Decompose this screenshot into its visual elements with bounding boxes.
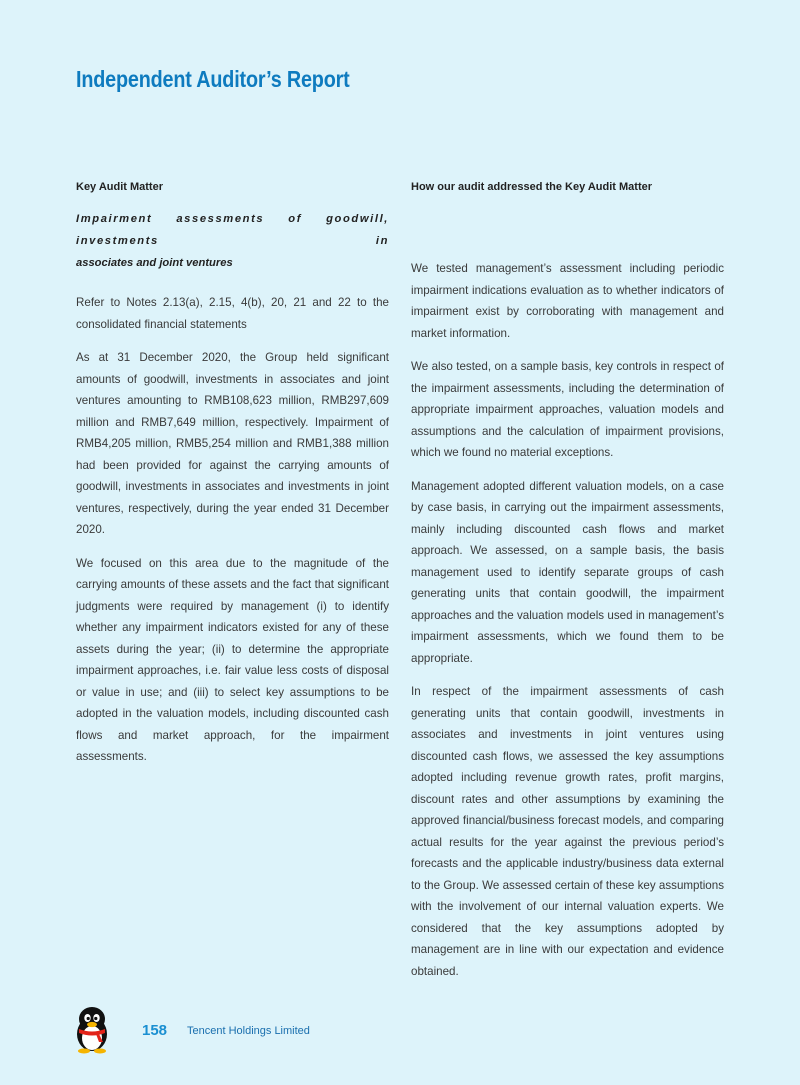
left-paragraph: Refer to Notes 2.13(a), 2.15, 4(b), 20, 21 and 22 to the consolidated financial statements [76,296,389,331]
footer-company-name: Tencent Holdings Limited [187,1025,310,1037]
left-paragraph: As at 31 December 2020, the Group held significant amounts of goodwill, investments in associates and joint ventures amounting to RMB108,623 million, RMB297,609 million and RMB7,649 million, respectively. Impairment of RMB4,205 million, RMB5,254 million and RMB1,388 million had been provided for against the carrying amounts of goodwill, investments in associates and investments in joint ventures, respectively, during the year ended 31 December 2020. [76,351,389,536]
audit-response-column [411,180,724,994]
left-paragraph: We focused on this area due to the magnitude of the carrying amounts of these assets and the fact that significant judgments were required by management (i) to identify whether any impairment indicators existed for any of these assets during the year; (ii) to determine the appropriate impairment approaches, i.e. fair value less costs of disposal or value in use; and (iii) to select key assumptions to be adopted in the valuation models, including discounted cash flows and market approach, for the impairment assessments. [76,556,389,763]
key-audit-matter-column [76,180,389,780]
matter-title-line-2: associates and joint ventures [76,257,233,269]
page-title: Independent Auditor’s Report [76,66,350,92]
matter-title [76,208,389,274]
right-paragraph: In respect of the impairment assessments of cash generating units that contain goodwill, investments in associates and investments in joint ventures using discounted cash flows, we assessed the key assumptions adopted including revenue growth rates, profit margins, discount rates and other assumptions by examining the approved financial/business forecast models, and comparing actual results for the year against the previous period’s forecasts and the applicable industry/business data external to the Group. We assessed certain of these key assumptions with the involvement of our internal valuation experts. We considered that the key assumptions adopted by management are in line with our expectation and evidence obtained. [411,685,724,978]
audit-response-heading: How our audit addressed the Key Audit Matter [411,181,653,193]
penguin-mascot-icon [70,1006,114,1054]
right-paragraph: Management adopted different valuation models, on a case by case basis, in carrying out the impairment assessments, mainly including discounted cash flows and market approach. We assessed, on a sample basis, the basis management used to identify separate groups of cash generating units that contain goodwill, the impairment approaches and the valuation models used in management’s impairment assessments, which we found them to be appropriate. [411,479,724,665]
right-paragraph: We also tested, on a sample basis, key controls in respect of the impairment assessments, including the determination of appropriate impairment approaches, valuation models and assumptions and the calculation of impairment provisions, which we found no material exceptions. [411,360,724,459]
page-number: 158 [142,1022,168,1039]
right-paragraph: We tested management’s assessment including periodic impairment indications evaluation as to whether indicators of impairment exist by corroborating with management and market information. [411,262,724,340]
key-audit-matter-heading: Key Audit Matter [76,181,163,193]
matter-title-line-1: Impairment assessments of goodwill, investments in [76,213,389,247]
